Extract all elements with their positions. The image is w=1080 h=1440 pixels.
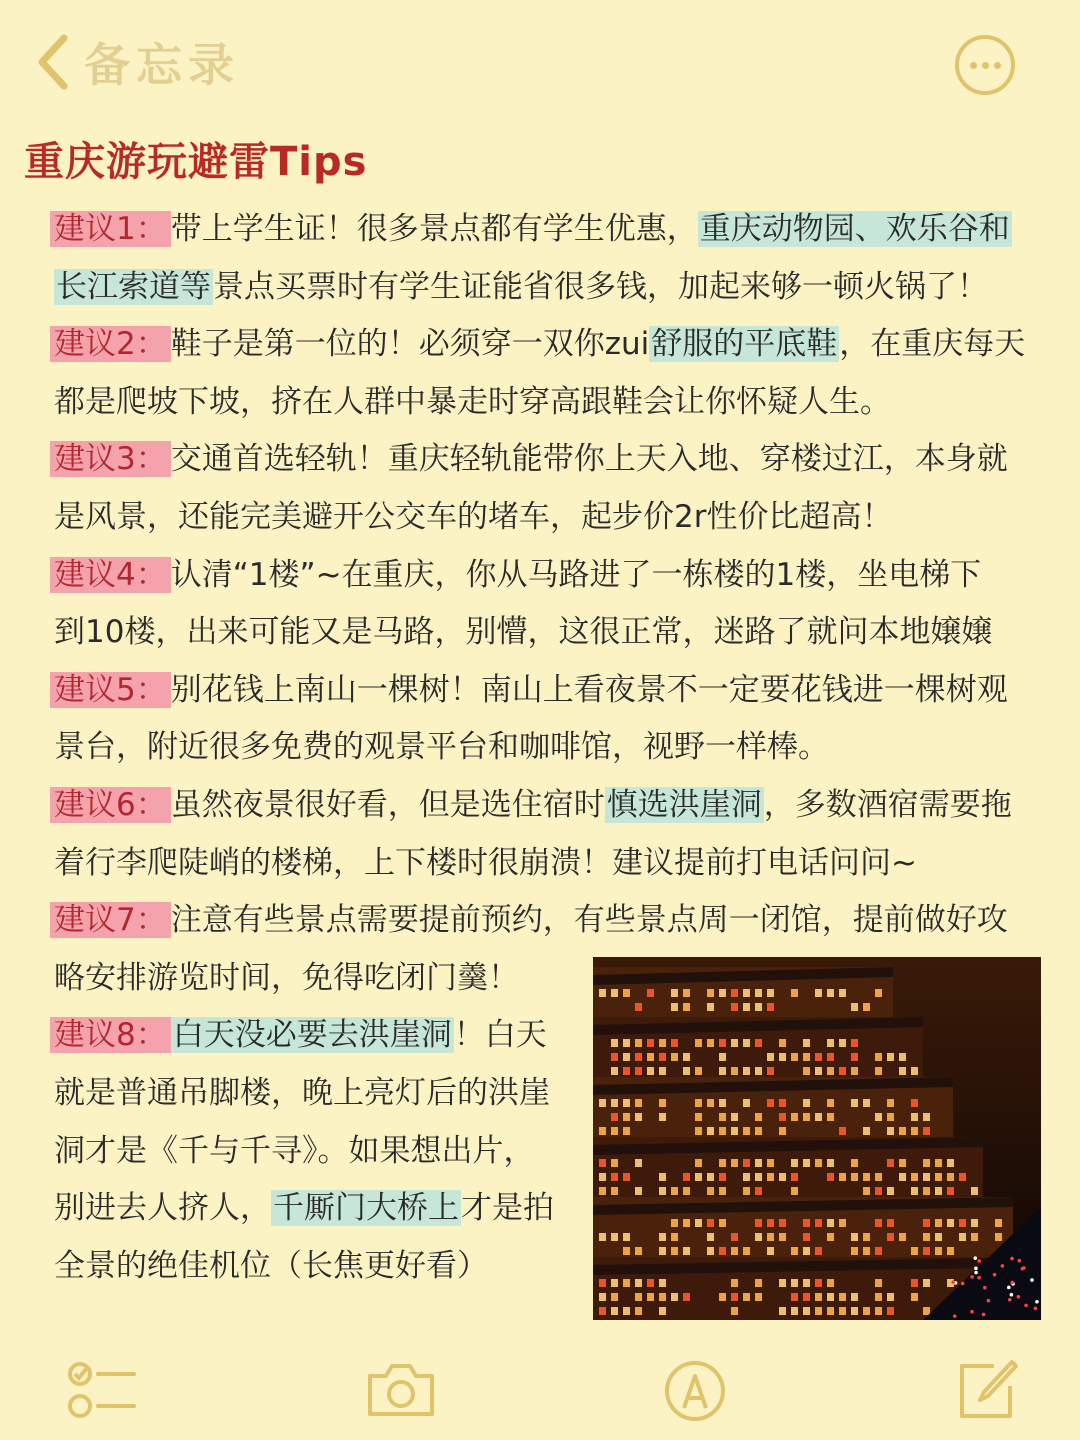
tip-label: 建议3： <box>50 441 171 477</box>
tip-text: 认清“1楼”~在重庆，你从马路进了一栋楼的1楼，坐电梯下 <box>170 556 982 593</box>
tip-line <box>54 380 891 424</box>
tip-line <box>54 495 892 539</box>
tip-highlight: 重庆动物园、欢乐谷和 <box>699 211 1010 247</box>
tip-line <box>54 265 988 309</box>
tip-line <box>54 437 1008 481</box>
tip-text: 洞才是《千与千寻》。如果想出片， <box>54 1132 535 1169</box>
tip-line <box>54 1071 550 1115</box>
camera-button[interactable] <box>364 1358 438 1420</box>
navigation-bar <box>0 0 1080 130</box>
tip-line <box>54 1013 547 1057</box>
tip-text: 注意有些景点需要提前预约，有些景点周一闭馆，提前做好攻 <box>170 902 1008 939</box>
tip-highlight: 慎选洪崖洞 <box>606 787 762 823</box>
compose-icon <box>954 1358 1020 1424</box>
tip-line <box>54 956 519 1000</box>
tip-text: 景点买票时有学生证能省很多钱，加起来够一顿火锅了！ <box>213 268 988 305</box>
tip-text: 全景的绝佳机位（长焦更好看） <box>54 1247 488 1284</box>
back-label: 备忘录 <box>84 38 240 92</box>
tip-text: ，多数酒宿需要拖 <box>763 787 1012 823</box>
camera-icon <box>364 1358 438 1420</box>
compose-button[interactable] <box>954 1358 1020 1424</box>
tip-line <box>54 725 829 769</box>
tip-label: 建议8： <box>50 1017 171 1053</box>
chevron-left-icon <box>36 32 70 92</box>
tip-text: 景台，附近很多免费的观景平台和咖啡馆，视野一样棒。 <box>54 729 829 766</box>
markup-button[interactable] <box>662 1358 728 1424</box>
tip-line <box>54 841 917 885</box>
tip-text: 别进去人挤人， <box>54 1190 271 1227</box>
tip-text: 都是爬坡下坡，挤在人群中暴走时穿高跟鞋会让你怀疑人生。 <box>54 383 891 420</box>
tip-label: 建议5： <box>50 672 171 708</box>
tip-label: 建议4： <box>50 557 171 593</box>
tip-text: 到10楼，出来可能又是马路，别懵，这很正常，迷路了就问本地嬢嬢 <box>54 614 993 651</box>
tip-line <box>54 1129 535 1173</box>
tip-highlight: 千厮门大桥上 <box>273 1190 459 1227</box>
note-title: 重庆游玩避雷Tips <box>24 139 368 185</box>
tip-line <box>54 553 981 597</box>
tip-line <box>54 898 1008 942</box>
tip-line <box>54 322 1025 366</box>
tip-highlight: 白天没必要去洪崖洞 <box>172 1017 452 1054</box>
tip-label: 建议6： <box>50 787 171 823</box>
tip-text: 着行李爬陡峭的楼梯，上下楼时很崩溃！建议提前打电话问问~ <box>54 844 917 881</box>
tip-text: 带上学生证！很多景点都有学生优惠， <box>170 211 698 247</box>
tip-text: ！白天 <box>453 1017 547 1054</box>
checklist-button[interactable] <box>66 1358 138 1422</box>
tip-label: 建议1： <box>50 211 171 247</box>
tip-text: ，在重庆每天 <box>839 326 1026 363</box>
bottom-toolbar <box>0 1340 1080 1440</box>
tip-label: 建议7： <box>50 902 171 938</box>
tip-text: 鞋子是第一位的！必须穿一双你zui <box>170 326 650 363</box>
tip-highlight: 长江索道等 <box>56 268 211 305</box>
tip-text: 略安排游览时间，免得吃闭门羹！ <box>54 959 519 996</box>
tip-text: 虽然夜景很好看，但是选住宿时 <box>170 787 605 823</box>
night-building-illustration <box>593 957 1041 1320</box>
tip-line <box>54 1244 488 1288</box>
more-button[interactable] <box>955 35 1015 95</box>
tip-text: 别花钱上南山一棵树！南山上看夜景不一定要花钱进一棵树观 <box>170 671 1008 708</box>
tip-line <box>54 668 1008 712</box>
tip-line <box>54 1186 554 1230</box>
tip-text: 交通首选轻轨！重庆轻轨能带你上天入地、穿楼过江，本身就 <box>170 441 1008 478</box>
tip-highlight: 舒服的平底鞋 <box>651 326 838 363</box>
tip-text: 就是普通吊脚楼，晚上亮灯后的洪崖 <box>54 1075 550 1111</box>
hongyadong-photo <box>593 957 1041 1320</box>
back-button[interactable] <box>36 30 240 94</box>
tip-line <box>54 783 1012 827</box>
tip-line <box>54 610 992 654</box>
tip-text: 才是拍 <box>461 1190 554 1227</box>
tip-text: 是风景，还能完美避开公交车的堵车，起步价2r性价比超高！ <box>54 499 893 535</box>
markup-pen-icon <box>662 1358 728 1424</box>
checklist-icon <box>66 1358 138 1422</box>
tip-line <box>54 207 1012 251</box>
tip-label: 建议2： <box>50 326 171 362</box>
more-icon <box>970 62 977 69</box>
